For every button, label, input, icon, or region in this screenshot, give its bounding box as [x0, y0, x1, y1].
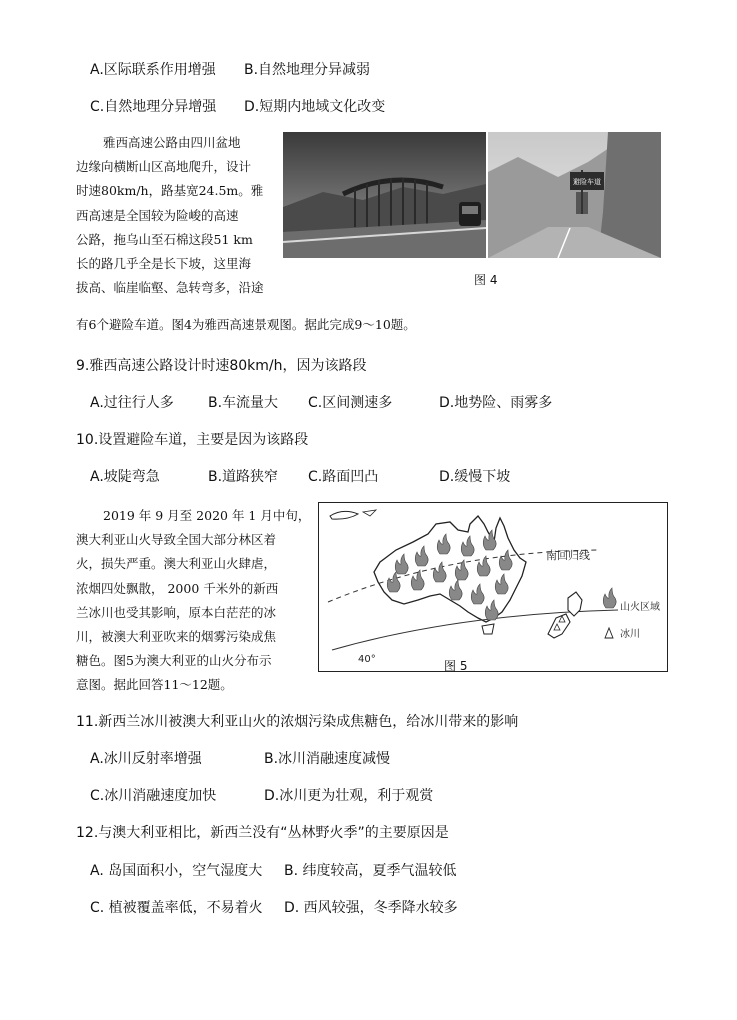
passage-line: 兰冰川也受其影响，原本白茫茫的冰: [76, 604, 277, 620]
q10-option-b: B.道路狭窄: [208, 469, 279, 485]
photo-escape-lane: [488, 132, 661, 258]
q8-option-d: D.短期内地域文化改变: [244, 99, 386, 115]
passage-line: 西高速是全国较为险峻的高速: [76, 207, 239, 223]
passage-line: 川，被澳大利亚吹来的烟雾污染成焦: [76, 629, 277, 645]
passage-line: 长的路几乎全是长下坡，这里海: [76, 256, 252, 272]
q8-option-c: C.自然地理分异增强: [90, 99, 217, 115]
figure-4-photos: [283, 132, 661, 258]
legend-fire-label: 山火区域: [620, 602, 660, 613]
q9-option-c: C.区间测速多: [308, 395, 393, 411]
passage-line: 2019 年 9 月至 2020 年 1 月中旬，: [103, 508, 311, 523]
passage-line: 时速80km/h，路基宽24.5m。雅: [76, 183, 264, 199]
passage-line: 公路，拖乌山至石棉这段51 km: [76, 231, 253, 247]
q9-option-a: A.过往行人多: [90, 395, 174, 411]
sign-text: 避险车道: [573, 178, 601, 186]
q9-option-d: D.地势险、雨雾多: [439, 395, 553, 411]
tasmania-outline: [482, 624, 494, 634]
figure-5-map: [318, 502, 668, 672]
passage-line: 浓烟四处飘散， 2000 千米外的新西: [76, 580, 279, 596]
passage-line: 澳大利亚山火导致全国大部分林区着: [76, 532, 277, 548]
question-11-stem: 11.新西兰冰川被澳大利亚山火的浓烟污染成焦糖色，给冰川带来的影响: [76, 714, 519, 730]
q12-option-d: D. 西风较强，冬季降水较多: [284, 900, 458, 916]
passage-line: 火，损失严重。澳大利亚山火肆虐，: [76, 556, 277, 572]
q8-option-b: B.自然地理分异减弱: [244, 62, 371, 78]
q10-option-a: A.坡陡弯急: [90, 469, 160, 485]
tropic-label: 南回归线: [546, 549, 590, 562]
passage-line: 糖色。图5为澳大利亚的山火分布示: [76, 653, 272, 669]
question-10-stem: 10.设置避险车道，主要是因为该路段: [76, 432, 309, 448]
q12-option-c: C. 植被覆盖率低，不易着火: [90, 900, 263, 916]
passage-line: 有6个避险车道。图4为雅西高速景观图。据此完成9～10题。: [76, 317, 416, 332]
passage-yaxi: [76, 131, 278, 300]
q8-option-a: A.区际联系作用增强: [90, 62, 216, 78]
question-12-stem: 12.与澳大利亚相比，新西兰没有“丛林野火季”的主要原因是: [76, 825, 449, 841]
question-9-stem: 9.雅西高速公路设计时速80km/h，因为该路段: [76, 358, 367, 374]
passage-australia-fires: [76, 504, 312, 698]
passage-line: 意图。据此回答11～12题。: [76, 677, 233, 693]
q11-option-b: B.冰川消融速度减慢: [264, 751, 391, 767]
passage-line: 拔高、临崖临壑、急转弯多，沿途: [76, 280, 264, 296]
q12-option-a: A. 岛国面积小，空气湿度大: [90, 863, 263, 879]
passage-yaxi-last-line: [76, 313, 416, 337]
q11-option-a: A.冰川反射率增强: [90, 751, 202, 767]
q11-option-d: D.冰川更为壮观，利于观赏: [264, 788, 434, 804]
photo-viaduct: [283, 132, 486, 258]
figure-4-caption: 图 4: [474, 273, 498, 287]
lat-40-label: 40°: [358, 654, 376, 665]
q12-option-b: B. 纬度较高，夏季气温较低: [284, 863, 457, 879]
q10-option-d: D.缓慢下坡: [439, 469, 511, 485]
q9-option-b: B.车流量大: [208, 395, 279, 411]
figure-5-caption: 图 5: [444, 659, 468, 673]
passage-line: 边缘向横断山区高地爬升，设计: [76, 159, 252, 175]
q10-option-c: C.路面凹凸: [308, 469, 379, 485]
q11-option-c: C.冰川消融速度加快: [90, 788, 217, 804]
legend-glacier-label: 冰川: [620, 629, 640, 640]
passage-line: 雅西高速公路由四川盆地: [103, 135, 241, 150]
